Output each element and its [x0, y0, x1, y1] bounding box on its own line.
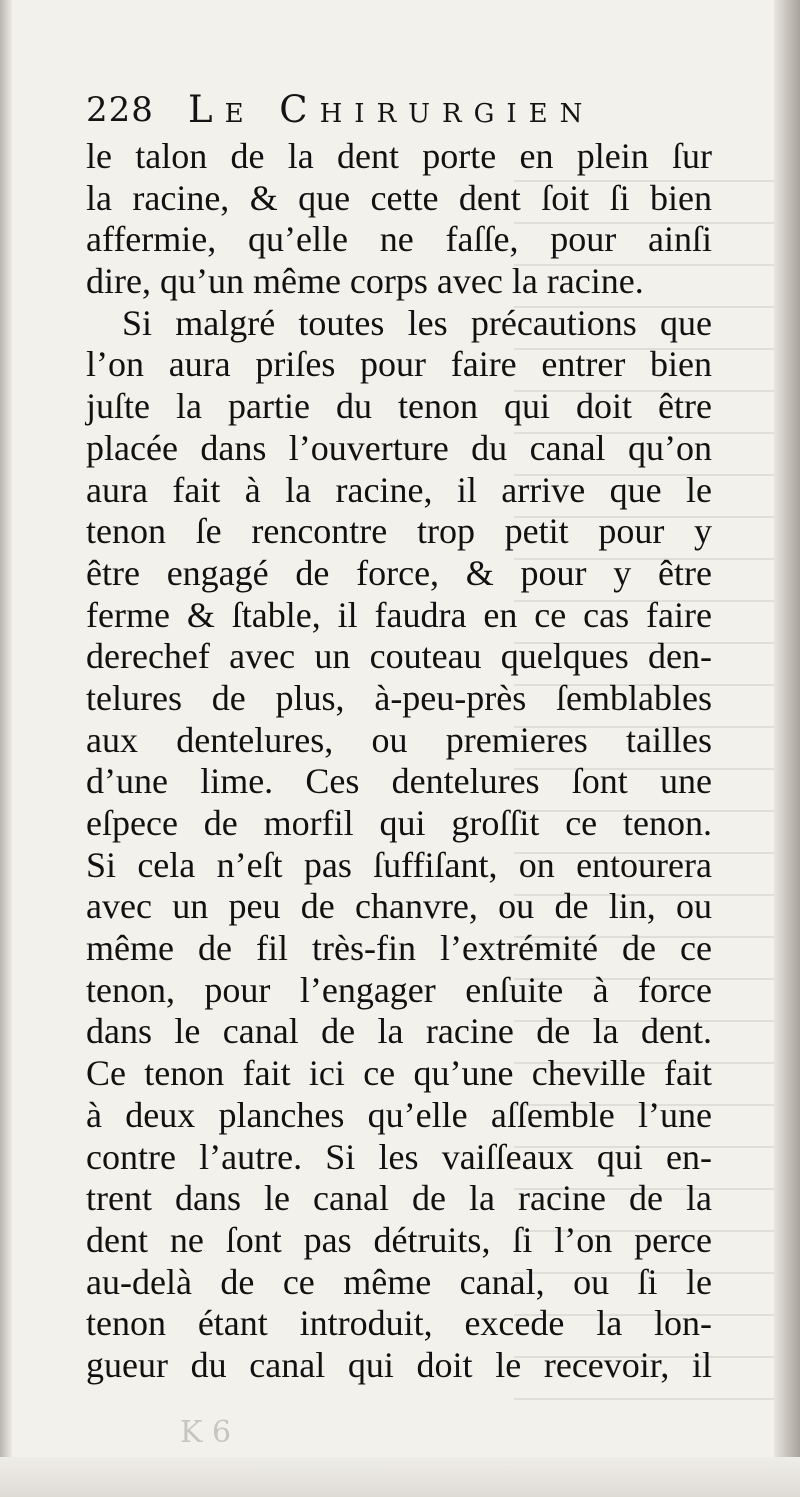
text-line: ferme & ſtable, il faudra en ce cas faire	[86, 594, 712, 635]
text-line: tenon ſe rencontre trop petit pour y	[86, 511, 712, 552]
text-line: d’une lime. Ces dentelures ſont une	[86, 761, 712, 802]
page-number: 228	[86, 90, 154, 130]
text-line: le talon de la dent porte en plein ſur	[86, 136, 712, 176]
text-line: derechef avec un couteau quelques den-	[86, 636, 712, 677]
page-gutter-shadow	[0, 0, 12, 1497]
text-line: contre l’autre. Si les vaiſſeaux qui en-	[86, 1136, 712, 1177]
text-line: dent ne ſont pas détruits, ſi l’on perce	[86, 1219, 712, 1260]
text-line: Si cela n’eſt pas ſuffiſant, on entourera	[86, 844, 712, 885]
text-line: aura fait à la racine, il arrive que le	[86, 469, 712, 510]
running-title: Le Chirurgien	[188, 88, 595, 131]
text-line: Ce tenon fait ici ce qu’une cheville fait	[86, 1053, 712, 1094]
paragraph-first-line: Si malgré toutes les précautions que	[122, 302, 712, 343]
text-line: tenon, pour l’engager enſuite à force	[86, 969, 712, 1010]
text-line: gueur du canal qui doit le recevoir, il	[86, 1344, 712, 1385]
text-line: dans le canal de la racine de la dent.	[86, 1011, 712, 1052]
text-line: trent dans le canal de la racine de la	[86, 1178, 712, 1219]
body-text	[86, 136, 712, 1387]
text-line: l’on aura priſes pour faire entrer bien	[86, 344, 712, 385]
text-line: la racine, & que cette dent ſoit ſi bien	[86, 177, 712, 218]
page-header	[86, 86, 726, 136]
text-line: au-delà de ce même canal, ou ſi le	[86, 1261, 712, 1302]
text-line: placée dans l’ouverture du canal qu’on	[86, 427, 712, 468]
text-line: même de fil très-fin l’extrémité de ce	[86, 928, 712, 969]
text-line: être engagé de force, & pour y être	[86, 552, 712, 593]
text-line: aux dentelures, ou premieres tailles	[86, 719, 712, 760]
text-line: eſpece de morfil qui groſſit ce tenon.	[86, 803, 712, 843]
text-line: telures de plus, à-peu-près ſemblables	[86, 677, 712, 718]
page-bottom-shadow	[0, 1457, 800, 1497]
text-line: avec un peu de chanvre, ou de lin, ou	[86, 886, 712, 927]
text-line: à deux planches qu’elle aſſemble l’une	[86, 1094, 712, 1135]
faded-signature-mark: K 6	[180, 1415, 232, 1450]
text-line: dire, qu’un même corps avec la racine.	[86, 261, 644, 302]
text-line: affermie, qu’elle ne faſſe, pour ainſi	[86, 219, 712, 260]
text-line: juſte la partie du tenon qui doit être	[86, 386, 712, 427]
text-line: tenon étant introduit, excede la lon-	[86, 1303, 712, 1344]
page-edge-shadow	[774, 0, 800, 1497]
